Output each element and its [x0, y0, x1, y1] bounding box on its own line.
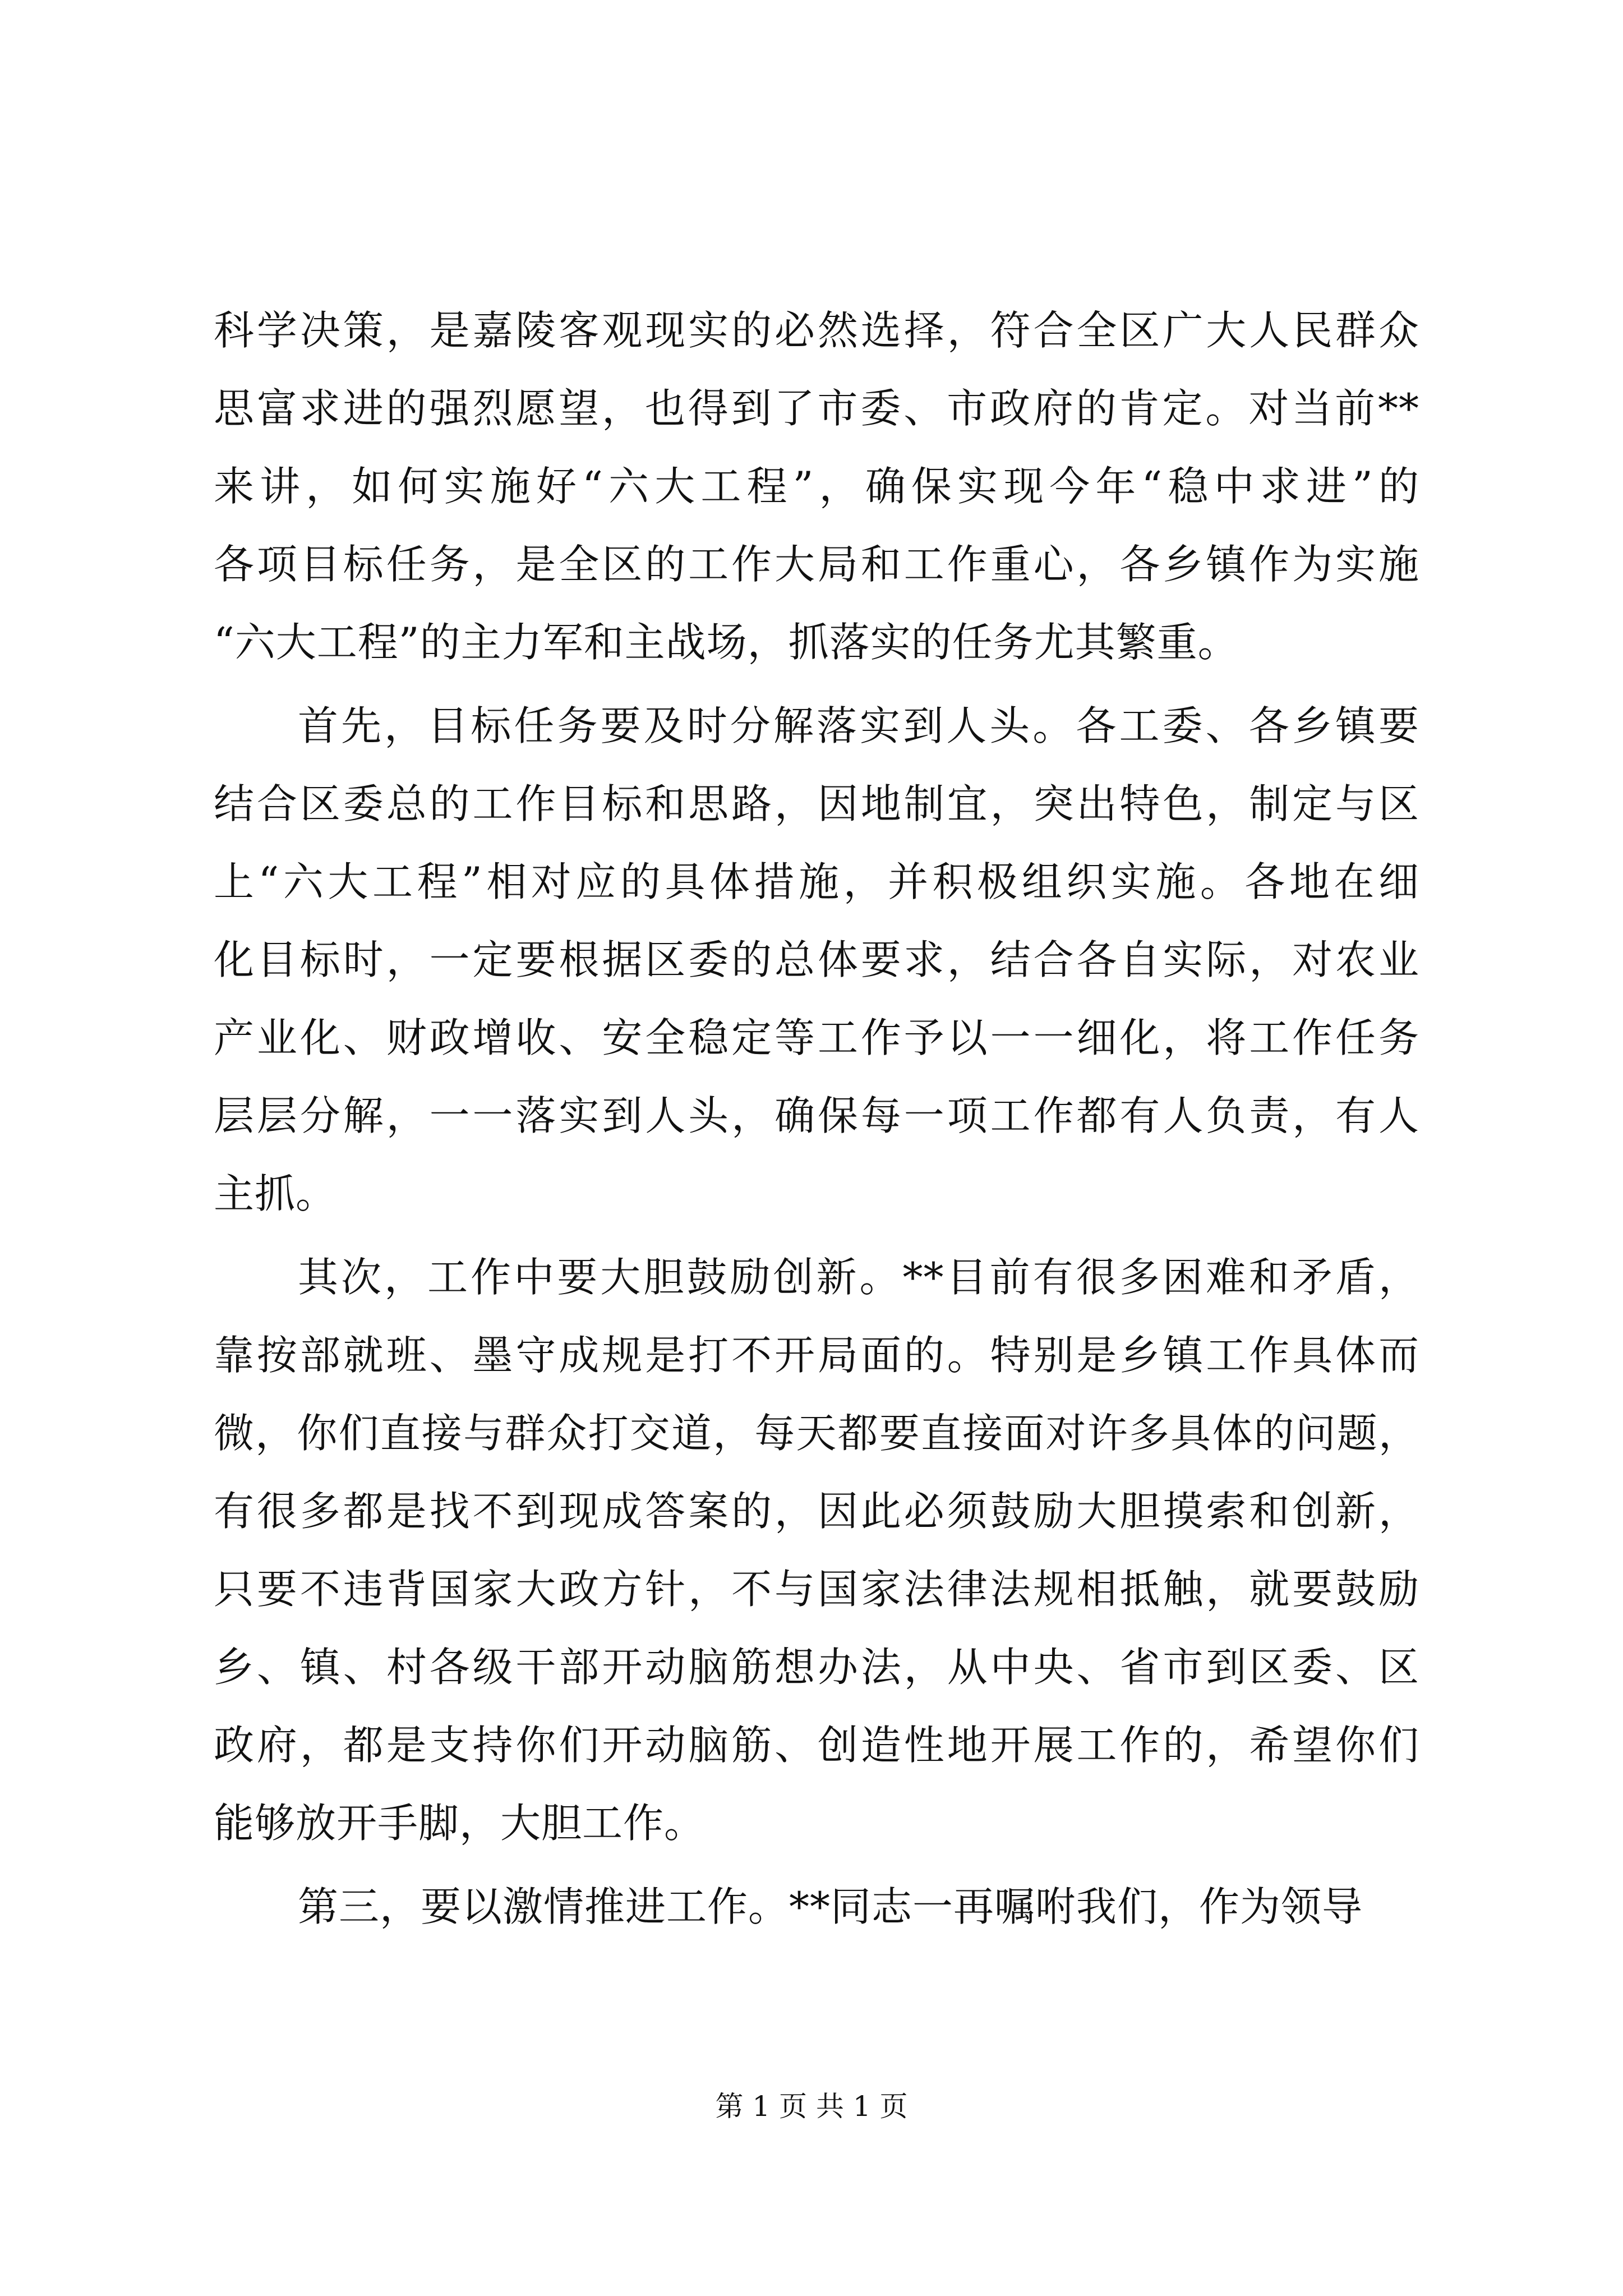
text-line: 科学决策，是嘉陵客观现实的必然选择，符合全区广大人民群众 — [214, 307, 1419, 354]
paragraph-gap — [214, 682, 1419, 687]
text-line: 政府，都是支持你们开动脑筋、创造性地开展工作的，希望你们 — [214, 1722, 1419, 1769]
text-line: 第三，要以激情推进工作。**同志一再嘱咐我们，作为领导 — [298, 1883, 1363, 1930]
paragraph-gap — [214, 1862, 1419, 1868]
text-line: 来讲，如何实施好“六大工程”，确保实现今年“稳中求进”的 — [214, 463, 1419, 510]
paragraph-gap — [214, 1233, 1419, 1239]
paragraph — [214, 687, 1419, 1233]
text-line: 靠按部就班、墨守成规是打不开局面的。特别是乡镇工作具体而 — [214, 1332, 1419, 1379]
text-line: 有很多都是找不到现成答案的，因此必须鼓励大胆摸索和创新， — [214, 1488, 1419, 1535]
text-line: 结合区委总的工作目标和思路，因地制宜，突出特色，制定与区 — [214, 780, 1419, 827]
text-line: “六大工程”的主力军和主战场，抓落实的任务尤其繁重。 — [214, 619, 1239, 666]
text-line: 产业化、财政增收、安全稳定等工作予以一一细化，将工作任务 — [214, 1014, 1419, 1061]
text-line: 能够放开手脚，大胆工作。 — [214, 1800, 706, 1847]
document-body — [214, 292, 1419, 1946]
paragraph — [214, 1239, 1419, 1862]
paragraph — [214, 1868, 1419, 1946]
text-line: 思富求进的强烈愿望，也得到了市委、市政府的肯定。对当前** — [214, 385, 1419, 432]
paragraph — [214, 292, 1419, 682]
text-line: 微，你们直接与群众打交道，每天都要直接面对许多具体的问题， — [214, 1410, 1419, 1457]
text-line: 化目标时，一定要根据区委的总体要求，结合各自实际，对农业 — [214, 936, 1419, 983]
text-line: 乡、镇、村各级干部开动脑筋想办法，从中央、省市到区委、区 — [214, 1644, 1419, 1691]
text-line: 主抓。 — [214, 1170, 337, 1217]
text-line: 各项目标任务，是全区的工作大局和工作重心，各乡镇作为实施 — [214, 541, 1419, 588]
text-line: 首先，目标任务要及时分解落实到人头。各工委、各乡镇要 — [298, 702, 1419, 749]
page-footer: 第 1 页 共 1 页 — [715, 2090, 908, 2123]
text-line: 层层分解，一一落实到人头，确保每一项工作都有人负责，有人 — [214, 1092, 1419, 1139]
text-line: 上“六大工程”相对应的具体措施，并积极组织实施。各地在细 — [214, 858, 1419, 905]
text-line: 只要不违背国家大政方针，不与国家法律法规相抵触，就要鼓励 — [214, 1566, 1419, 1613]
text-line: 其次，工作中要大胆鼓励创新。**目前有很多困难和矛盾， — [298, 1254, 1419, 1301]
